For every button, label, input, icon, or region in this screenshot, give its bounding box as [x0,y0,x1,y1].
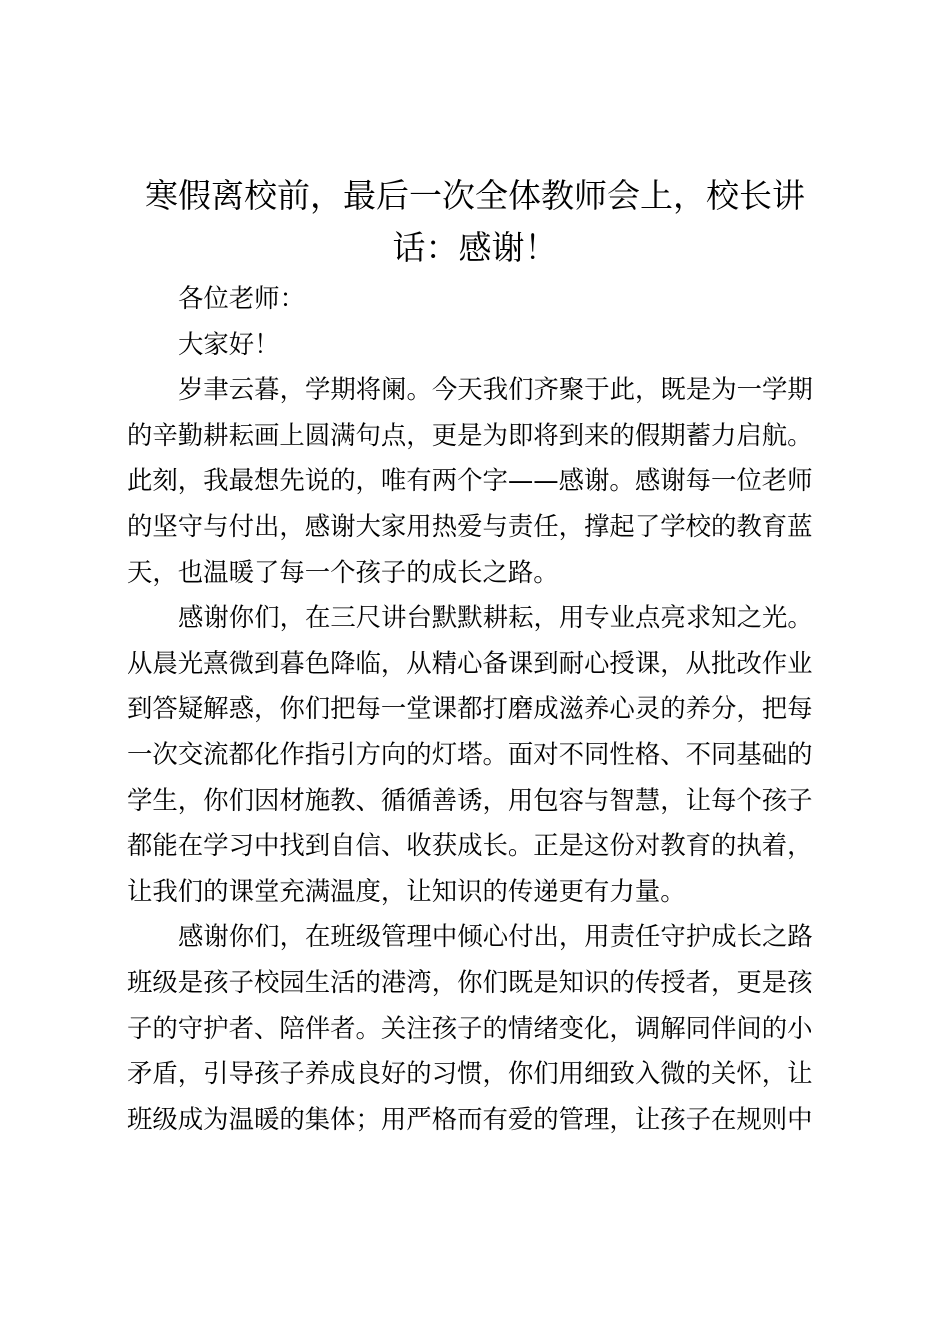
paragraph-line: 感谢你们，在班级管理中倾心付出，用责任守护成长之路 [178,921,813,952]
document-title [120,170,830,274]
paragraph-line: 感谢你们，在三尺讲台默默耕耘，用专业点亮求知之光。 [178,602,813,633]
paragraph-line: 班级是孩子校园生活的港湾，你们既是知识的传授者，更是孩 [127,966,813,997]
greeting: 大家好！ [178,328,280,359]
paragraph-line: 让我们的课堂充满温度，让知识的传递更有力量。 [127,875,686,906]
paragraph-line: 学生，你们因材施教、循循善诱，用包容与智慧，让每个孩子 [127,784,813,815]
paragraph-line: 此刻，我最想先说的，唯有两个字——感谢。感谢每一位老师 [127,465,813,496]
paragraph-line: 都能在学习中找到自信、收获成长。正是这份对教育的执着， [127,830,813,861]
paragraph-line: 从晨光熹微到暮色降临，从精心备课到耐心授课，从批改作业 [127,647,813,678]
paragraph-line: 岁聿云暮，学期将阑。今天我们齐聚于此，既是为一学期 [178,374,813,405]
document-body [127,276,833,1142]
paragraph-line: 矛盾，引导孩子养成良好的习惯，你们用细致入微的关怀，让 [127,1058,813,1089]
paragraph-line: 到答疑解惑，你们把每一堂课都打磨成滋养心灵的养分，把每 [127,693,813,724]
title-line: 寒假离校前，最后一次全体教师会上，校长讲 [145,176,805,215]
paragraph-line: 的辛勤耕耘画上圆满句点，更是为即将到来的假期蓄力启航。 [127,419,813,450]
paragraph-line: 天，也温暖了每一个孩子的成长之路。 [127,556,559,587]
paragraph-line: 子的守护者、陪伴者。关注孩子的情绪变化，调解同伴间的小 [127,1012,813,1043]
paragraph-line: 班级成为温暖的集体；用严格而有爱的管理，让孩子在规则中 [127,1103,813,1134]
paragraph-line: 的坚守与付出，感谢大家用热爱与责任，撑起了学校的教育蓝 [127,510,813,541]
salutation: 各位老师： [178,283,305,313]
title-line: 话：感谢！ [392,228,558,267]
paragraph-line: 一次交流都化作指引方向的灯塔。面对不同性格、不同基础的 [127,738,813,769]
